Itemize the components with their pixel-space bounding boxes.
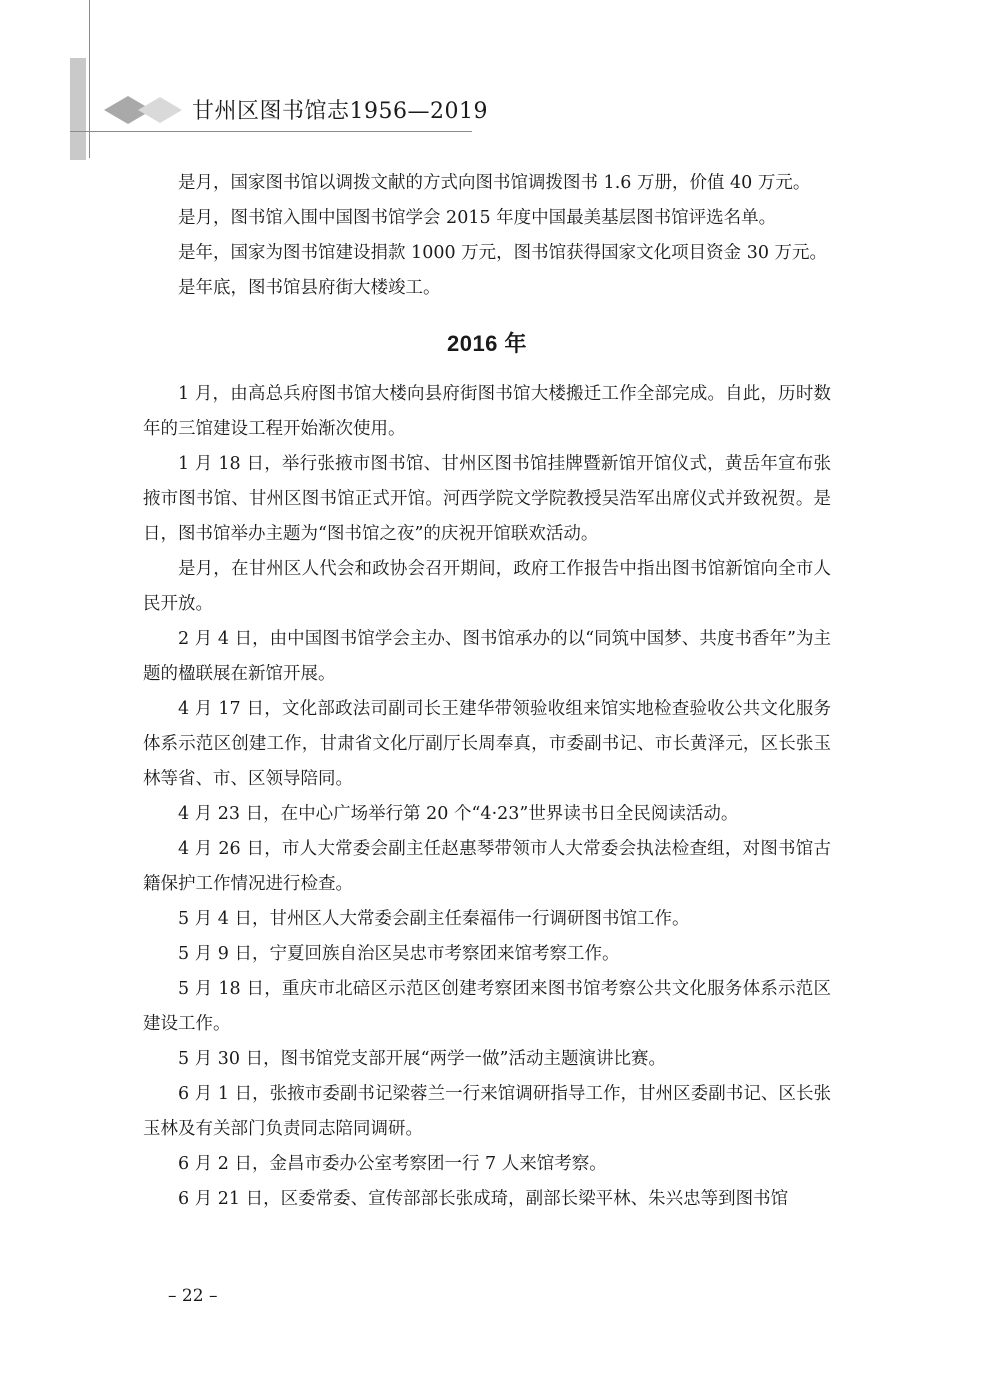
paragraph: 是月，国家图书馆以调拨文献的方式向图书馆调拨图书 1.6 万册，价值 40 万元。: [178, 173, 811, 193]
paragraph: 是年，国家为图书馆建设捐款 1000 万元，图书馆获得国家文化项目资金 30 万元。: [178, 243, 828, 263]
page-number: – 22 –: [168, 1286, 218, 1306]
paragraph: 5 月 4 日，甘州区人大常委会副主任秦福伟一行调研图书馆工作。: [178, 909, 690, 929]
paragraph: 6 月 1 日，张掖市委副书记梁蓉兰一行来馆调研指导工作，甘州区委副书记、区长张玉林及有关部门负责同志陪同调研。: [143, 1084, 831, 1139]
paragraph: 6 月 2 日，金昌市委办公室考察团一行 7 人来馆考察。: [178, 1154, 607, 1174]
header-horizontal-rule: [70, 131, 472, 132]
paragraph: 5 月 30 日，图书馆党支部开展“两学一做”活动主题演讲比赛。: [178, 1049, 666, 1069]
paragraph: 是月，在甘州区人代会和政协会召开期间，政府工作报告中指出图书馆新馆向全市人民开放。: [143, 559, 831, 614]
paragraph: 4 月 17 日，文化部政法司副司长王建华带领验收组来馆实地检查验收公共文化服务体系示范区创建工作，甘肃省文化厅副厅长周奉真，市委副书记、市长黄泽元，区长张玉林等省、市、区领导陪同。: [143, 699, 831, 789]
paragraph: 4 月 26 日，市人大常委会副主任赵惠琴带领市人大常委会执法检查组，对图书馆古籍保护工作情况进行检查。: [143, 839, 831, 894]
paragraph: 是年底，图书馆县府街大楼竣工。: [178, 278, 441, 298]
header-gray-bar: [70, 58, 86, 160]
paragraph: 1 月，由高总兵府图书馆大楼向县府街图书馆大楼搬迁工作全部完成。自此，历时数年的三馆建设工程开始渐次使用。: [143, 384, 831, 439]
paragraph: 是月，图书馆入围中国图书馆学会 2015 年度中国最美基层图书馆评选名单。: [178, 208, 777, 228]
paragraph: 6 月 21 日，区委常委、宣传部部长张成琦，副部长梁平林、朱兴忠等到图书馆: [178, 1189, 789, 1209]
header-diamond-ornament: [98, 92, 188, 128]
paragraph: 2 月 4 日，由中国图书馆学会主办、图书馆承办的以“同筑中国梦、共度书香年”为主题的楹联展在新馆开展。: [143, 629, 831, 684]
paragraph: 1 月 18 日，举行张掖市图书馆、甘州区图书馆挂牌暨新馆开馆仪式，黄岳年宣布张掖市图书馆、甘州区图书馆正式开馆。河西学院文学院教授吴浩军出席仪式并致祝贺。是日，图书馆举办主题为“图书馆之夜”的庆祝开馆联欢活动。: [143, 454, 831, 544]
page-body: [143, 166, 831, 1217]
year-heading: 2016 年: [446, 331, 528, 356]
paragraph: 5 月 9 日，宁夏回族自治区吴忠市考察团来馆考察工作。: [178, 944, 620, 964]
paragraph: 4 月 23 日，在中心广场举行第 20 个“4·23”世界读书日全民阅读活动。: [178, 804, 739, 824]
paragraph: 5 月 18 日，重庆市北碚区示范区创建考察团来图书馆考察公共文化服务体系示范区建设工作。: [143, 979, 831, 1034]
running-head: 甘州区图书馆志1956—2019: [192, 99, 488, 124]
header-vertical-rule: [89, 0, 90, 158]
